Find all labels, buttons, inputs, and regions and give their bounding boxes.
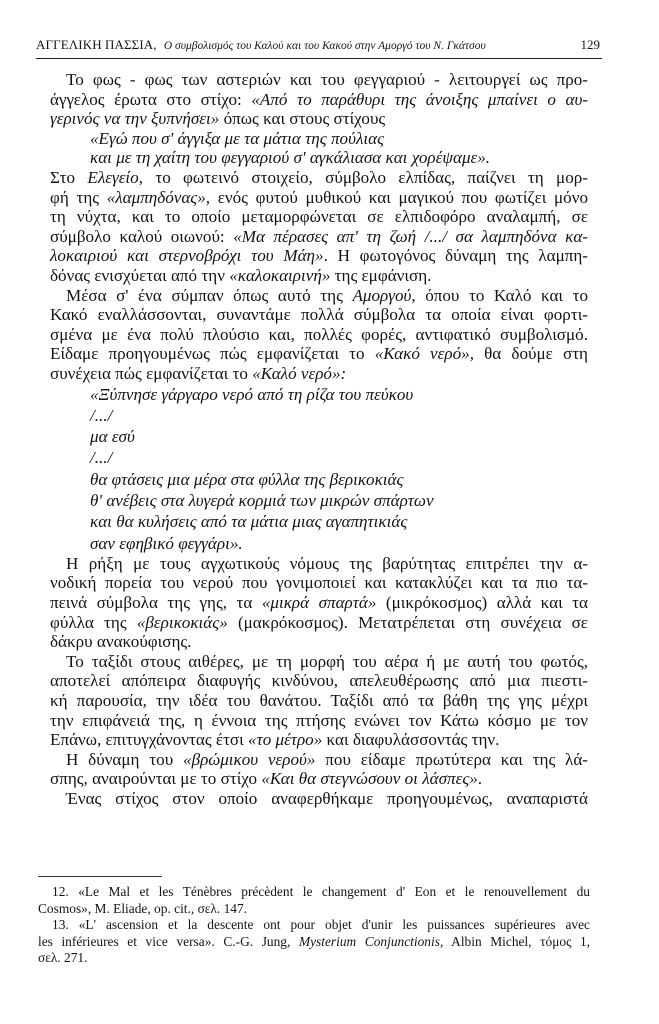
text-line: Κακό εναλλάσσονται, συναντάμε πολλά σύμβολα τα οποία είναι φορτι- [50,305,588,325]
text-line: νοδική πορεία του νερού που γονιμοποιεί και κατακλύζει και τα πιο τα- [50,573,588,593]
footnote-line: Cosmos», M. Eliade, op. cit., σελ. 147. [38,900,248,916]
verse-line: σαν εφηβικό φεγγάρι». [90,533,243,553]
text-line: Στο Ελεγείο, το φωτεινό στοιχείο, σύμβολο ελπίδας, παίζνει τη μορ- [50,167,588,187]
text-line: πεινά σύμβολα της γης, τα «μικρά σπαρτά» (μικρόκοσμος) αλλά και τα [50,593,589,613]
page-number: 129 [580,37,600,52]
footnote-line: 13. «L' ascension et la descente ont pour objet d'unir les puissances supérieures avec [52,917,590,932]
verse-line: /.../ [90,405,113,425]
body-text [50,70,589,809]
running-header [36,36,602,59]
text-line: Επάνω, επιτυγχάνοντας έτσι «το μέτρο» και διαφυλάσσοντάς την. [50,730,500,750]
text-line: φή της «λαμπηδόνας», ενός φυτού μυθικού και μαγικού που φωτίζει μόνο [50,187,588,207]
text-line: φύλλα της «βερικοκιάς» (μακρόκοσμος). Μετατρέπεται στη συνέχεια σε [50,612,588,632]
header-title: Ο συμβολισμός του Καλού και του Κακού στην Αμοργό του Ν. Γκάτσου [163,40,486,52]
text-line: Η δύναμη του «βρώμικου νερού» που είδαμε πρωτύτερα και της λά- [66,749,588,769]
text-line: τη νύχτα, και το οποίο μεταμορφώνεται σε ελπιδοφόρο αναλαμπή, σε [50,207,588,227]
verse-line: και με τη χαίτη του φεγγαριού σ' αγκάλιασα και χορέψαμε». [90,148,491,168]
verse-line: «Εγώ που σ' άγγιξα με τα μάτια της πούλιας [90,128,384,148]
footnote-line: σελ. 271. [38,950,88,965]
text-line: σύμβολο καλού οιωνού: «Μα πέρασες απ' τη ζωή /.../ σα λαμπηδόνα κα- [50,226,588,246]
text-line: Μέσα σ' ένα σύμπαν όπως αυτό της Αμοργού, όπου το Καλό και το [66,285,589,305]
text-line: Το ταξίδι στους αιθέρες, με τη μορφή του αέρα ή με αυτή του φωτός, [66,651,588,671]
footnote-line: les inférieures et vice versa». C.-G. Jung, Mysterium Conjunctionis, Albin Michel, τόμος 1, [38,933,591,949]
text-line: σπης, αναιρούνται με το στίχο «Και θα στεγνώσουν οι λάσπες». [50,769,483,789]
text-line: δάκρυ ανακούφισης. [50,632,192,652]
text-line: συνέχεια πώς εμφανίζεται το «Καλό νερό»: [50,363,347,383]
text-line: κή παρουσία, την ιδέα του θανάτου. Ταξίδι από τα βάθη της γης μέχρι [50,691,588,711]
verse-line: θα φτάσεις μια μέρα στα φύλλα της βερικοκιάς [90,469,404,489]
footnote-line: 12. «Le Mal et les Ténèbres précèdent le changement d' Eon et le renouvellement du [52,884,590,899]
text-line: Η ρήξη με τους αγχωτικούς νόμους της βαρύτητας επιτρέπει την α- [66,553,588,573]
text-line: Το φως - φως των αστεριών και του φεγγαριού - λειτουργεί ως προ- [66,70,588,89]
verse-line: μα εσύ [90,427,135,447]
text-line: Ένας στίχος στον οποίο αναφερθήκαμε προηγουμένως, αναπαριστά [66,789,588,808]
verse-line: θ' ανέβεις στα λυγερά κορμιά των μικρών σπάρτων [90,490,434,510]
text-line: λοκαιριού και στερνοβρόχι του Μάη». Η φωτογόνος δύναμη της λαμπη- [50,246,589,266]
text-line: την επιφάνειά της, η έννοια της πτήσης ενώνει τον Κάτω κόσμο με τον [50,710,588,730]
text-line: δόνας ενισχύεται από την «καλοκαιρινή» της εμφάνιση. [50,265,432,285]
header-author: ΑΓΓΕΛΙΚΗ ΠΑΣΣΙΑ, [36,37,157,52]
text-line: αποτελεί απόπειρα διαφυγής κινδύνου, απελευθέρωσης από μια πιεστι- [50,671,588,691]
verse-line: /.../ [90,448,113,468]
text-line: σμένα με ένα πολύ πλούσιο και, πολλές φορές, αντιφατικό συμβολισμό. [50,324,588,344]
footnotes [38,884,590,967]
text-line: άγγελος έρωτα στο στίχο: «Από το παράθυρι της άνοιξης μπαίνει ο αυ- [50,89,588,109]
text-line: γερινός να την ξυπνήσει» όπως και στους στίχους [50,109,386,129]
text-line: Είδαμε προηγουμένως πώς εμφανίζεται το «Κακό νερό», θα δούμε στη [50,344,589,364]
verse-line: και θα κυλήσεις από τα μάτια μιας αγαπητικιάς [90,512,408,532]
verse-line: «Ξύπνησε γάργαρο νερό από τη ρίζα του πεύκου [90,384,414,404]
footnote-rule [38,876,162,877]
